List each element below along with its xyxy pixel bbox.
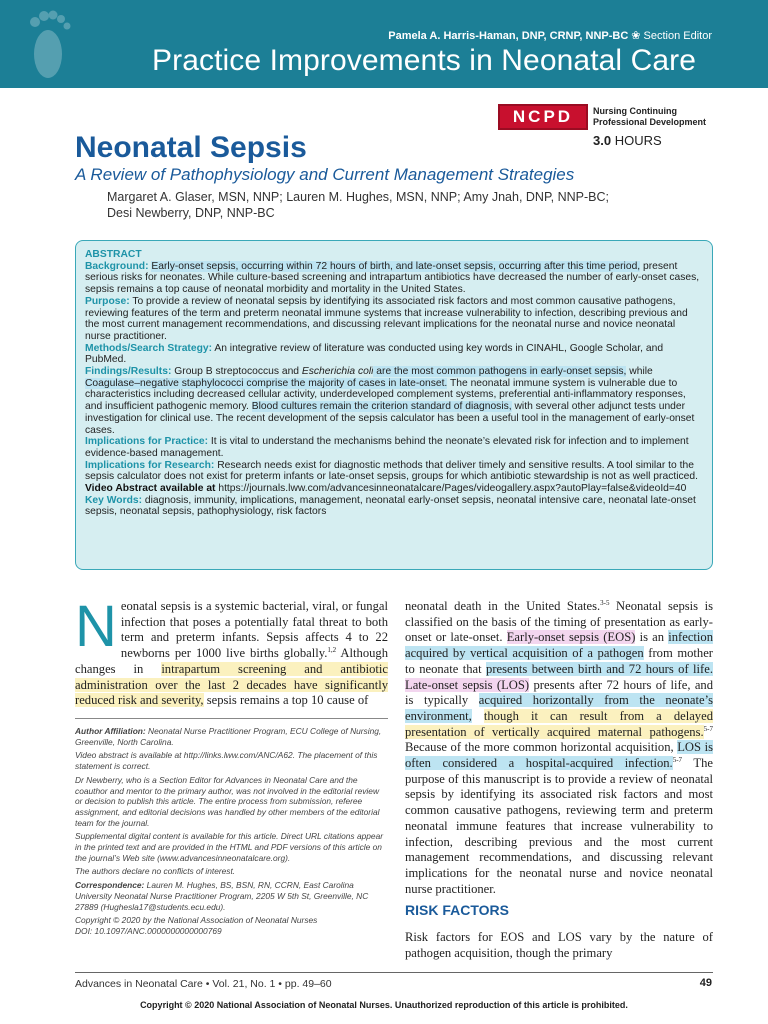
abstract-keywords bbox=[85, 495, 703, 518]
ncpd-hours bbox=[593, 133, 662, 148]
section-title: Practice Improvements in Neonatal Care bbox=[152, 44, 697, 77]
section-editor bbox=[388, 29, 712, 42]
col2-text-d: from mother to neonate that bbox=[405, 646, 713, 676]
correspondence-text: Lauren M. Hughes, BS, BSN, RN, CCRN, East Carolina University Neonatal Nurse Practitioner Program, 2205 W 5th St, Greenville, NC 27889 (Hughesla17@students.ecu.edu). bbox=[75, 880, 369, 912]
ncpd-logo: NCPD bbox=[498, 104, 588, 130]
footer-rule bbox=[75, 972, 713, 973]
intro-text-b: Although changes in bbox=[75, 646, 389, 676]
vertical-highlight: infection acquired by vertical acquisition of a pathogen bbox=[405, 630, 713, 661]
practice-text: It is vital to understand the mechanisms behind the neonate’s elevated risk for infection and to implement evidence-based management. bbox=[85, 436, 689, 459]
abstract-background bbox=[85, 261, 703, 296]
intro-highlight: intrapartum screening and antibiotic administration over the last 2 decades have significantly reduced risk and severity, bbox=[75, 661, 388, 708]
editor-separator: ❀ bbox=[631, 30, 641, 42]
article-subtitle: A Review of Pathophysiology and Current Management Strategies bbox=[75, 165, 575, 184]
body-column-1 bbox=[75, 594, 389, 709]
video-note: Video abstract is available at http://links.lww.com/ANC/A62. The placement of this statement is correct. bbox=[75, 750, 378, 772]
ncpd-line2: Professional Development bbox=[593, 117, 707, 127]
journal-footer: Advances in Neonatal Care • Vol. 21, No. 1 • pp. 49–60 bbox=[75, 978, 332, 990]
correspondence-label: Correspondence: bbox=[75, 880, 145, 891]
abstract-practice bbox=[85, 436, 703, 459]
los-highlight: Late-onset sepsis (LOS) bbox=[405, 677, 530, 692]
editor-role: Section Editor bbox=[643, 30, 712, 42]
col2-text-h: Because of the more common horizontal acquisition, bbox=[405, 740, 678, 755]
citation-2: 3-5 bbox=[600, 598, 610, 607]
col2-text-b: Neonatal sepsis is classified on the basis of the timing of presentation as early-onset or late-onset. bbox=[405, 599, 713, 645]
maternal-highlight: though it can result from a delayed presentation of vertically acquired maternal pathogens. bbox=[405, 708, 713, 739]
findings-highlight-1: are the most common pathogens in early-onset sepsis, bbox=[373, 366, 627, 378]
footprint-watermark-icon bbox=[18, 2, 78, 86]
findings-label: Findings/Results: bbox=[85, 366, 172, 378]
findings-highlight-3: Blood cultures remain the criterion standard of diagnosis, bbox=[251, 401, 512, 413]
article-authors bbox=[107, 189, 609, 221]
background-highlight: Early-onset sepsis, occurring within 72 hours of birth, and late-onset sepsis, occurring after this time period, bbox=[151, 260, 641, 272]
drop-cap: N bbox=[75, 594, 117, 659]
findings-mid-1: while bbox=[626, 366, 653, 378]
findings-highlight-2: Coagulase–negative staphylococci comprise the majority of cases in late-onset. bbox=[85, 377, 448, 389]
affiliation-note bbox=[75, 726, 388, 747]
research-label: Implications for Research: bbox=[85, 459, 215, 471]
article-title: Neonatal Sepsis bbox=[75, 131, 307, 164]
authors-line1: Margaret A. Glaser, MSN, NNP; Lauren M. Hughes, MSN, NNP; Amy Jnah, DNP, NNP-BC; bbox=[107, 190, 610, 204]
risk-factors-text: Risk factors for EOS and LOS vary by the nature of pathogen acquisition, though the primary bbox=[405, 930, 713, 960]
practice-label: Implications for Practice: bbox=[85, 436, 209, 448]
abstract-box bbox=[75, 240, 713, 570]
methods-text: An integrative review of literature was conducted using key words in CINAHL, Google Scholar, and PubMed. bbox=[85, 342, 664, 366]
ncpd-line1: Nursing Continuing bbox=[593, 106, 677, 116]
intro-text-a: eonatal sepsis is a systemic bacterial, viral, or fungal infection that poses a potentially fatal threat to both term and preterm infants. Sepsis affects 4 to 22 newborns per 1000 live births globally. bbox=[120, 599, 388, 661]
hospital-highlight: LOS is often considered a hospital-acquired infection. bbox=[405, 740, 713, 771]
editor-name: Pamela A. Harris-Haman, DNP, CRNP, NNP-BC bbox=[388, 30, 629, 42]
author-notes bbox=[75, 726, 388, 940]
notes-divider bbox=[75, 718, 388, 719]
abstract-video bbox=[85, 483, 703, 495]
horizontal-highlight: acquired horizontally from the neonate’s environment, bbox=[405, 693, 713, 723]
editor-note: Dr Newberry, who is a Section Editor for Advances in Neonatal Care and the coauthor and mentor to the primary author, was not involved in the editorial review or decision to publish this article. The entire process from submission, referee assignment, and editorial decisions was handled by other members of the editorial team for the journal. bbox=[75, 774, 380, 828]
citation-4: 5-7 bbox=[672, 755, 683, 764]
page-number: 49 bbox=[699, 977, 712, 989]
keywords-label: Key Words: bbox=[85, 494, 143, 506]
abstract-heading: ABSTRACT bbox=[85, 249, 142, 260]
col2-text-g bbox=[472, 709, 484, 723]
citation-3: 5-7 bbox=[703, 724, 713, 733]
affiliation-text: Neonatal Nurse Practitioner Program, ECU College of Nursing, Greenville, North Carolina. bbox=[75, 726, 382, 747]
abstract-research bbox=[85, 460, 703, 483]
col2-text-c: is an bbox=[635, 630, 669, 645]
copyright-line: Copyright © 2020 National Association of Neonatal Nurses. Unauthorized reproduction of this article is prohibited. bbox=[140, 1000, 628, 1010]
hours-unit: HOURS bbox=[614, 133, 662, 148]
background-label: Background: bbox=[85, 260, 149, 272]
methods-label: Methods/Search Strategy: bbox=[85, 342, 213, 354]
72h-highlight: presents between birth and 72 hours of life. bbox=[486, 661, 713, 676]
affiliation-label: Author Affiliation: bbox=[75, 726, 146, 736]
intro-text-c: sepsis remains a top 10 cause of bbox=[203, 693, 369, 708]
video-label: Video Abstract available at bbox=[85, 483, 216, 495]
hours-value: 3.0 bbox=[593, 133, 612, 148]
supplemental-note: Supplemental digital content is available for this article. Direct URL citations appear in the printed text and are provided in the HTML and PDF versions of this article on the journal’s Web site (www.advancesinneonatalcare.org). bbox=[75, 831, 384, 863]
keywords-text: diagnosis, immunity, implications, management, neonatal early-onset sepsis, neonatal intensive care, neonatal late-onset sepsis, neonatal sepsis, pathophysiology, risk factors bbox=[85, 494, 696, 518]
findings-pre: Group B streptococcus and bbox=[171, 366, 302, 378]
research-text: Research needs exist for diagnostic methods that deliver timely and sensitive results. A tool similar to the sepsis calculator does not exist for preterm infants or late-onset sepsis, groups for which antibiotic stewardship is not as well practiced. bbox=[85, 459, 698, 483]
abstract-methods bbox=[85, 343, 703, 366]
findings-mid-2: The neonatal immune system is vulnerable due to characteristics including decreased cellular activity, underdeveloped complement systems, preferential anti-inflammatory responses, and insufficient pathogenic memory. bbox=[85, 377, 686, 413]
section-banner bbox=[0, 0, 768, 88]
findings-rest: with several other adjunct tests under investigation for clinical use. The recent development of the sepsis calculator has been a useful tool in the management of early-onset cases. bbox=[85, 401, 695, 436]
background-text: present serious risks for neonates. While culture-based screening and intrapartum antibiotics have decreased the number of early-onset cases, sepsis remains a top cause of neonatal morbidity and mortality in the United States. bbox=[85, 260, 700, 296]
abstract-findings bbox=[85, 366, 703, 436]
doi-note: DOI: 10.1097/ANC.0000000000000769 bbox=[75, 925, 222, 936]
copyright-note: Copyright © 2020 by the National Association of Neonatal Nurses bbox=[75, 915, 318, 926]
purpose-label: Purpose: bbox=[85, 295, 130, 307]
abstract-purpose bbox=[85, 296, 703, 343]
ncpd-caption bbox=[593, 106, 706, 128]
col2-text-f: presents after 72 hours of life, and is typically bbox=[405, 677, 714, 708]
conflicts-note: The authors declare no conflicts of interest. bbox=[75, 866, 236, 877]
risk-factors-heading: RISK FACTORS bbox=[405, 902, 509, 918]
citation-1: 1,2 bbox=[327, 645, 337, 654]
purpose-text: To provide a review of neonatal sepsis by identifying its associated risk factors and most common causative pathogens, reviewing features of the term and preterm neonatal immune systems that increase vulnerability to infection, describing previous and the most current management recommendations, and discussing relevant implications for the neonatal nurse and novice neonatal nurse practitioner. bbox=[85, 295, 688, 342]
correspondence-note bbox=[75, 880, 388, 912]
col2-text-i: The purpose of this manuscript is to provide a review of neonatal sepsis by identifying its associated risk factors and most common causative pathogens, reviewing term and preterm neonatal immune features that increase vulnerability to infection, describing previous and the most current management recommendations, and discussing relevant implications for the neonatal nurse and novice neonatal nurse practitioner. bbox=[405, 756, 713, 896]
col2-text-a: neonatal death in the United States. bbox=[405, 599, 601, 613]
eos-highlight: Early-onset sepsis (EOS) bbox=[506, 630, 636, 645]
findings-italic: Escherichia coli bbox=[301, 366, 374, 378]
body-column-2 bbox=[405, 599, 713, 897]
video-url[interactable]: https://journals.lww.com/advancesinneonatalcare/Pages/videogallery.aspx?autoPlay=false&videoId=40 bbox=[215, 483, 687, 495]
authors-line2: Desi Newberry, DNP, NNP-BC bbox=[107, 206, 275, 220]
